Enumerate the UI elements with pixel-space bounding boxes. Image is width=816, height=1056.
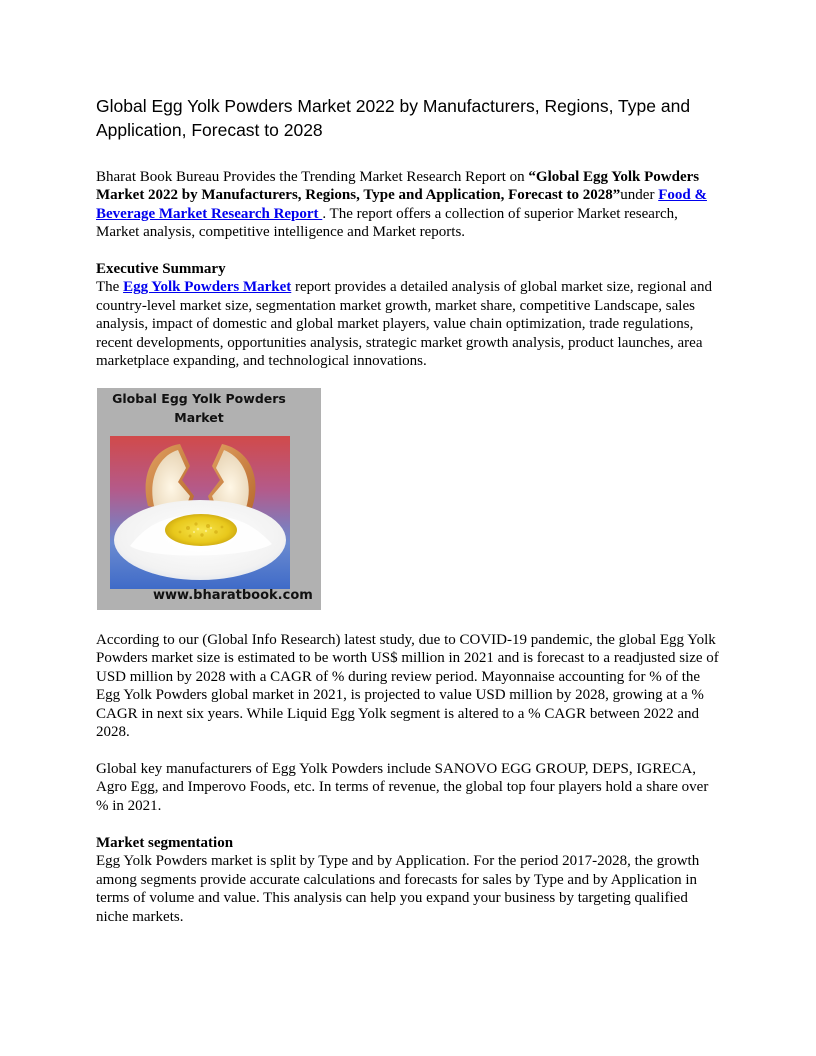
- study-paragraph: According to our (Global Info Research) latest study, due to COVID-19 pandemic, the global Egg Yolk Powders market size is estimated to be worth US$ million in 2021 and is forecast to a readjusted size of USD million by 2028 with a CAGR of % during review period. Mayonnaise accounting for % of the Egg Yolk Powders global market in 2021, is projected to value USD million by 2028, growing at a % CAGR in next six years. While Liquid Egg Yolk segment is altered to a % CAGR between 2022 and 2028.: [96, 632, 719, 741]
- intro-text-1: Bharat Book Bureau Provides the Trending Market Research Report on: [96, 169, 529, 185]
- figure-title: [97, 389, 301, 427]
- executive-summary-heading: Executive Summary: [96, 261, 226, 277]
- figure-title-line-1: Global Egg Yolk Powders: [112, 391, 286, 406]
- report-title-bold: “Global Egg Yolk Powders Market 2022 by Manufacturers, Regions, Type and Application, Forecast to 2028”: [96, 169, 700, 204]
- executive-summary-section: [96, 260, 724, 370]
- intro-text-2: under: [620, 187, 659, 204]
- food-beverage-report-link[interactable]: Food & Beverage Market Research Report: [96, 187, 707, 222]
- intro-paragraph: [96, 168, 724, 242]
- intro-text-3: . The report offers a collection of superior Market research, Market analysis, competitive intelligence and Market reports.: [96, 205, 678, 241]
- egg-yolk-powders-market-link[interactable]: Egg Yolk Powders Market: [123, 279, 292, 296]
- market-segmentation-heading: Market segmentation: [96, 835, 234, 851]
- manufacturers-paragraph: Global key manufacturers of Egg Yolk Powders include SANOVO EGG GROUP, DEPS, IGRECA, Agro Egg, and Imperovo Foods, etc. In terms of revenue, the global top four players hold a share over % in 2021.: [96, 761, 709, 814]
- egg-yolk-powder-photo: [110, 436, 290, 589]
- figure-url: www.bharatbook.com: [153, 588, 313, 603]
- market-segmentation-text: Egg Yolk Powders market is split by Type and by Application. For the period 2017-2028, the growth among segments provide accurate calculations and forecasts for sales by Type and by Application in terms of volume and value. This analysis can help you expand your business by targeting qualified niche markets.: [96, 853, 700, 925]
- market-figure: [97, 388, 321, 610]
- executive-summary-text-1: The: [96, 279, 124, 296]
- figure-title-line-2: Market: [174, 410, 224, 425]
- market-segmentation-section: [96, 834, 724, 926]
- executive-summary-text-2: report provides a detailed analysis of global market size, regional and country-level market size, segmentation market growth, market share, competitive Landscape, sales analysis, impact of domestic and global market players, value chain optimization, trade regulations, recent developments, opportunities analysis, strategic market growth analysis, product launches, area marketplace expanding, and technological innovations.: [96, 279, 712, 370]
- document-title: Global Egg Yolk Powders Market 2022 by Manufacturers, Regions, Type and Application, Forecast to 2028: [96, 96, 691, 140]
